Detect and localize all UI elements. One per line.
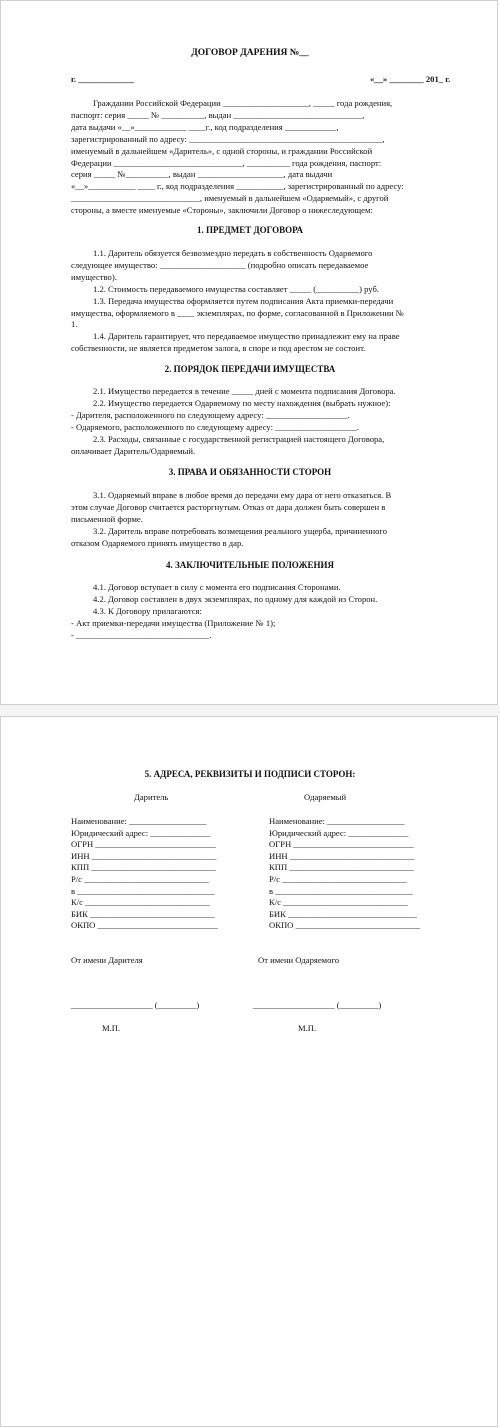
requisite-line: ОКПО ____________________________ (71, 920, 218, 931)
requisite-line: К/с _____________________________ (71, 897, 210, 908)
text-line: оплачивает Даритель/Одаряемый. (71, 445, 196, 456)
text-line: дата выдачи «__»____________ ____г., код подразделения ____________, (71, 121, 339, 132)
text-line: имущество). (71, 271, 117, 282)
text-line: 1.3. Передача имущества оформляется путем подписания Акта приемки-передачи (93, 295, 394, 306)
requisite-line: К/с _____________________________ (269, 897, 408, 908)
requisite-line: БИК _____________________________ (71, 908, 215, 919)
donor-label: Даритель (134, 792, 169, 802)
donor-behalf: От имени Дарителя (71, 955, 143, 965)
requisite-line: КПП _____________________________ (269, 862, 414, 873)
text-line: отказом Одаряемого принять имущество в дар. (71, 537, 244, 548)
text-line: 3.2. Даритель вправе потребовать возмещения реального ущерба, причиненного (93, 525, 388, 536)
city-field: г. _____________ (71, 74, 135, 84)
requisite-line: ИНН _____________________________ (71, 850, 217, 861)
donee-signature-line: ___________________ (_________) (253, 1000, 382, 1010)
requisite-line: БИК ______________________________ (269, 908, 417, 919)
donee-label: Одаряемый (304, 792, 347, 802)
text-line: 1.2. Стоимость передаваемого имущества составляет _____ (__________) руб. (93, 283, 379, 294)
section-5-heading: 5. АДРЕСА, РЕКВИЗИТЫ И ПОДПИСИ СТОРОН: (144, 769, 356, 779)
text-line: 2.3. Расходы, связанные с государственной регистрацией настоящего Договора, (93, 433, 385, 444)
text-line: 4.3. К Договору прилагаются: (93, 605, 202, 616)
section-3-heading: 3. ПРАВА И ОБЯЗАННОСТИ СТОРОН (168, 467, 332, 477)
requisite-line: ОГРН ____________________________ (269, 839, 414, 850)
text-line: именуемый в дальнейшем «Даритель», с одной стороны, и граждании Российской (71, 145, 373, 156)
requisite-line: в ________________________________ (71, 885, 215, 896)
requisite-line: КПП _____________________________ (71, 862, 216, 873)
text-line: 1. (71, 319, 78, 330)
text-line: 2.1. Имущество передается в течение _____ дней с момента подписания Договора. (93, 386, 396, 396)
text-line: 2.2. Имущество передается Одаряемому по месту нахождения (выбрать нужное): (93, 397, 391, 408)
text-line: Граждании Российской Федерации ____________________, _____ года рождения, (93, 98, 393, 108)
page-gap (0, 705, 500, 716)
text-line: этом случае Договор считается расторгнутым. Отказ от дара должен быть совершен в (71, 501, 386, 512)
requisite-line: Р/с _____________________________ (71, 874, 209, 884)
text-line: ______________________________, именуемый в дальнейшем «Одаряемый», с другой (71, 193, 389, 204)
donor-stamp: М.П. (102, 1023, 121, 1033)
date-field: «__» ________ 201_ г. (370, 74, 451, 84)
text-line: серия _____ №__________, выдан ____________________, дата выдачи (71, 169, 333, 180)
document-title: ДОГОВОР ДАРЕНИЯ №__ (191, 48, 309, 58)
section-2-heading: 2. ПОРЯДОК ПЕРЕДАЧИ ИМУЩЕСТВА (164, 364, 336, 374)
donee-stamp: М.П. (298, 1023, 317, 1033)
requisite-line: Р/с _____________________________ (269, 874, 407, 884)
requisite-line: Юридический адрес: ______________ (71, 827, 211, 838)
text-line: 4.2. Договор составлен в двух экземплярах, по одному для каждой из Сторон. (93, 593, 378, 604)
section-1-heading: 1. ПРЕДМЕТ ДОГОВОРА (197, 225, 303, 235)
text-line: письменной форме. (71, 513, 143, 524)
text-line: зарегистрированный по адресу: _____________________________________________, (71, 133, 385, 144)
text-line: - Акт приемки-передачи имущества (Приложение № 1); (71, 617, 276, 628)
contract-page-2 (0, 716, 498, 1427)
contract-page-1 (0, 0, 498, 705)
text-line: - _______________________________. (71, 629, 212, 640)
text-line: собственности, не является предметом залога, в споре и под арестом не состоит. (71, 343, 366, 354)
text-line: «__»___________ ____ г., код подразделения ___________, зарегистрированный по адресу: (71, 181, 404, 192)
text-line: 4.1. Договор вступает в силу с момента его подписания Сторонами. (93, 582, 341, 592)
text-line: 3.1. Одаряемый вправе в любое время до передачи ему дара от него отказаться. В (93, 490, 392, 500)
donor-signature-line: ___________________ (_________) (71, 1000, 200, 1010)
donee-behalf: От имени Одаряемого (258, 955, 339, 965)
section-4-heading: 4. ЗАКЛЮЧИТЕЛЬНЫЕ ПОЛОЖЕНИЯ (166, 560, 334, 570)
text-line: - Одаряемого, расположенного по следующему адресу: ___________________. (71, 421, 359, 432)
text-line: паспорт: серия _____ № __________, выдан ______________________________, (71, 109, 365, 120)
requisite-line: ОГРН ____________________________ (71, 839, 216, 850)
text-line: имущества, оформляемого в ____ экземплярах, по форме, согласованной в Приложении № (71, 307, 404, 318)
requisite-line: в ________________________________ (269, 885, 413, 896)
text-line: 1.1. Даритель обязуется безвозмездно передать в собственность Одаряемого (93, 248, 373, 258)
text-line: 1.4. Даритель гарантирует, что передаваемое имущество принадлежит ему на праве (93, 331, 400, 342)
text-line: следующее имущество: ____________________ (подробно описать передаваемое (71, 259, 369, 270)
requisite-line: Юридический адрес: ______________ (269, 827, 409, 838)
requisite-line: ИНН _____________________________ (269, 850, 415, 861)
requisite-line: Наименование: __________________ (269, 816, 405, 826)
requisite-line: ОКПО _____________________________ (269, 920, 421, 931)
text-line: стороны, а вместе именуемые «Стороны», заключили Договор о нижеследующем: (71, 205, 373, 216)
text-line: - Дарителя, расположенного по следующему адресу: ___________________. (71, 409, 350, 420)
text-line: Федерации ______________________________, __________ года рождения, паспорт: (71, 157, 382, 168)
requisite-line: Наименование: __________________ (71, 816, 207, 826)
